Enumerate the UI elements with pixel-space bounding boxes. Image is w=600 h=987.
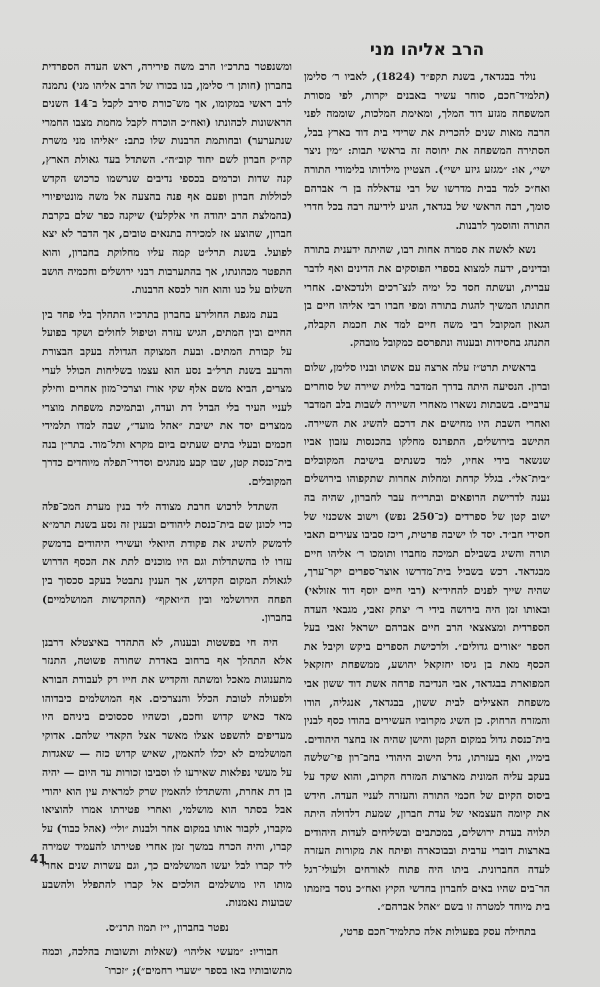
left-column <box>42 58 292 987</box>
right-column <box>304 38 550 947</box>
article-title: הרב אליהו מני <box>369 40 485 60</box>
paragraph-marriage: נשא לאשה את סמרה אחות רבו, שהיתה ידענית בתורה ובדינים, ידעה למצוא בספרי הפוסקים את הדינים ואף לדבר עברית, ועשתה חסד כל ימיה לנצ־רכים ולנדכאים. אחרי חתונתו המשיך להגות בתורה ומפי חברו רבי אליהו חיים בן הגאון המקובל רבי משה חיים למד את חכמת הקבלה, התנהג בחסידות ובענוה ונתפרסם כמקובל מובהק. <box>304 244 550 350</box>
paragraph-birth: נולד בבגדאד, בשנת תקפ״ד (1824), לאביו ר׳ סלימן (תלמיד־חכם, סוחר עשיר באבנים יקרות, לפי מסורת המשפחה מגזע דוד המלך, ומאימת המלכות, שוממה לפני הרבה מאות שנים להכרית את שרידי בית דוד בארץ בבל, הסתירה המשפחה את יחוסה זה בראשי תבות: ״מין ניצר ישי״, או: ״מגזע גיזע ישי״). הצטיין מילדותו בלימודי התורה ואח״כ למד בבית מדרשו של רבי עדאללה בן ר׳ אברהם סומך, רבה הראשי של בגדאד, הגיע לידיעה רבה בכל חדרי התורה והוסמך לרבנות. <box>304 71 550 232</box>
page-number: 41 <box>30 852 47 866</box>
paragraph-machpela: השתדל לרכוש חרבת מצודה ליד בנין מערת המכ־פלה כדי לכונן שם בית־כנסת ליהודים ובענין זה נסע בשנת תרמ״א לדמשק להשיג את פקודת היואלי ועשירי היהודים בדמשק עזרו לו בהשתדלות וגם היו מוכנים לתת את הכסף הדרוש לגאולת המקום הקדוש, אך הענין נתבטל בעקב סכסוך בין הפחה הירושלמי ובין ה״ואקף״ (ההקדשות המושלמיים) בחברון. <box>42 500 292 625</box>
paragraph-character: היה חי בפשטות ובענוה, לא התהדר באיצטלא דרבנן אלא התהלך אף ברחוב באדרת שחורה פשוטה, התנזר מתענוגות מאכל ומשתה והקדיש את חייו רק לעבודת הבורא ולפעולה לטובת הכלל והנצרכים. אף המושלמים כיבדוהו מאד כאיש קדוש וחכם, וכשהיו סכסוכים ביניהם היו מעדיפים להשפט אצלו מאשר אצל הקאדי שלהם. אדוקי המושלמים לא יכלו להאמין, שאיש קדוש כזה — שאגדות על מעשי נפלאות שאירעו לו וסביבו זכורות עד היום — יהיה בן דת אחרת, והשתדלו להאמין שרק למראית עין הוא יהודי אבל בסתר הוא מושלמי, ואחרי פטירתו אמרו להוציאו מקברו, לקבור אותו במקום אחר ולבנות ״ולי״ (אהל כבוד) על קברו, והיה הכרח במשך זמן אחרי פטירתו להעמיד שמירה ליד קברו לבל יעשו המושלמים כך, וגם עשרות שנים אחרי מותו היו מושלמים הולכים אל קברו להתפלל ולהשבע שבועות נאמנות. <box>42 636 292 910</box>
paragraph-rabbinate: ומשנפטר בתרכ״ו הרב משה פירירה, ראש העדה הספרדית בחברון (חותן ר׳ סלימן, בנו בכורו של הרב אליהו מני) נתמנה לרב ראשי במקומו, אך מש־כורת סירב לקבל ב־14 השנים הראשונות לכהונתו (ואח״כ הוכרח לקבל מחמת מצבו החמרי שנתערער) ובחותמת הרבנות שלו כתב: ״אליהו מני משרת קה״ק חברון לשם יחוד קוב״ה״. השתדל בעד גאולת הארץ, קנה שדות וכרמים בכספי נדיבים שנרשמו כרכוש הקדש לכוללות חברון ופעם אף פנה בהצעה אל משה מונטיפיורי (בהמלצת הרב יהודה חי אלקלעי) שיקנה כפר שלם בקרבת חברון, שהוצע אז למכירה בתנאים טובים, אך הדבר לא יצא לפועל. בשנת תרל״ט קמה עליו מחלוקת בחברון, והוא התפטר מכהונתו, אך בהתערבות רבני ירושלים וחכמיה הושב השלום על כנו והוא חזר לכסא הרבנות. <box>42 61 292 297</box>
paragraph-beginning: בתחילה עסק בפעולות אלה כתלמיד־חכם פרטי, <box>339 925 536 938</box>
paragraph-aliyah: בראשית תרט״ז עלה ארצה עם אשתו ובניו סלימן, שלום וברון. הנסיעה היתה בדרך המדבר בלוית שיירה של סוחרים ערביים. בשבתות נשארו מאחרי השיירה לשבות בלב המדבר ואחרי השבת היו מחישים את דרכם להשיג את השיירה. התישב בירושלים, התפרנס מחלקו בהכנסות עזבון אביו שנשאר בידי אחיו, למד כשנתים בישיבת המקובלים ״בית־אל״. בגלל קדחת ומחלות אחרות שתקפוהו בירושלים נענה לדרישת הרופאים ובתרי״ח עבר לחברון, שהיה בה ישוב קטן של ספרדים (כ־250 נפש) וישוב אשכנזי של חסידי חב״ד. יסד לו ישיבה פרטית, ריכז סביבו צעירים תאבי תורה והשיג בשבילם תמיכה מחברו ותומכו ר׳ אליהו חיים מבגדאד. רכש בשביל בית־מדרשו אוצר־ספרים יקר־ערך, שהיה שייך לפנים להחיד״א (רבי חיים יוסף דוד אזולאי) ובאותו זמן היה בירושה בידי ר׳ יצחק זאבי, מגבאי העדה הספרדית ומצאצאי הרב חיים אברהם ישראל זאבי בעל הספר ״אורים גדולים״. ולרכישת הספרים ביקש וקיבל את הכסף מאת בן גיסו יחזקאל יהושע, ממשפחת יחזקאל המפוארת בבגדאד, אבי הנדיבה פרחה אשת דוד ששון אבי משפחת האצילים לבית ששון, בבגדאד, אנגליה, הודו והמזרח הרחוק. כן השיג מקרוביו העשירים בהודו כסף לבנין בית־כנסת גדול במקום הקטן והישן שהיה אז בחצר היהודים. בימיו, ואף בעזרתו, גדל הישוב היהודי בחב־רון פי־שלשה בעקב עליה המונית מארצות המזרח הקרוב, והוא שקד על ביסוס הקיום של חכמי התורה והעזרה לעניי העדה. חידש את קיומה העצמאי של עדת חברון, שמעת דלדולה היתה תלויה בעדת ירושלים, במכתבים ובשליחים לעדות היהודים בארצות דוברי ערבית ובבוכארה ופיתח את מקורות העזרה לעדה החברונית. ביתו היה פתוח לאורחים ולעולי־רגל הר־בים שהיו באים לחברון בחדשי הקיץ ואח״כ נוסד ביזמתו בית מיוחד למטרה זו בשם ״אהל אברהם״. <box>304 361 550 914</box>
paragraph-cholera: בעת מגפת החולירע בחברון בתרכ״ו התהלך בלי פחד בין החיים ובין המתים, הגיש עזרה וטיפול לחולים ושקד בפועל על קבורת המתים. ובעת המצוקה הגדולה בעקב הבצורת והרעב בשנת תרל״ב נסע הוא עצמו בשליחות הכולל לערי מצרים, הביא משם אלף שקי אורז וצרכי־מזון אחרים וחילק לעניי העיר בלי הבדל דת ועדה, ובתמיכת משפחת מוצרי ממצרים יסד את ישיבת ״אהל מועד״, שבה למדו תלמידי חכמים ובעלי בתים שעתים ביום מקרא ותל־מוד. בתר״ן בנה בית־כנסת קטן, שבו קבע מנהגים וסדרי־תפלה מיוחדים כדרך המקובלים. <box>42 308 292 489</box>
paragraph-death: נפטר בחברון, י״ז תמוז תרנ״ס. <box>105 921 229 934</box>
paragraph-works: חבוריו: ״מעשי אליהו״ (שאלות ותשובות בהלכה, וכמה מתשובותיו באו בספר ״שערי רחמים״); ״זכרו־ <box>42 946 292 977</box>
